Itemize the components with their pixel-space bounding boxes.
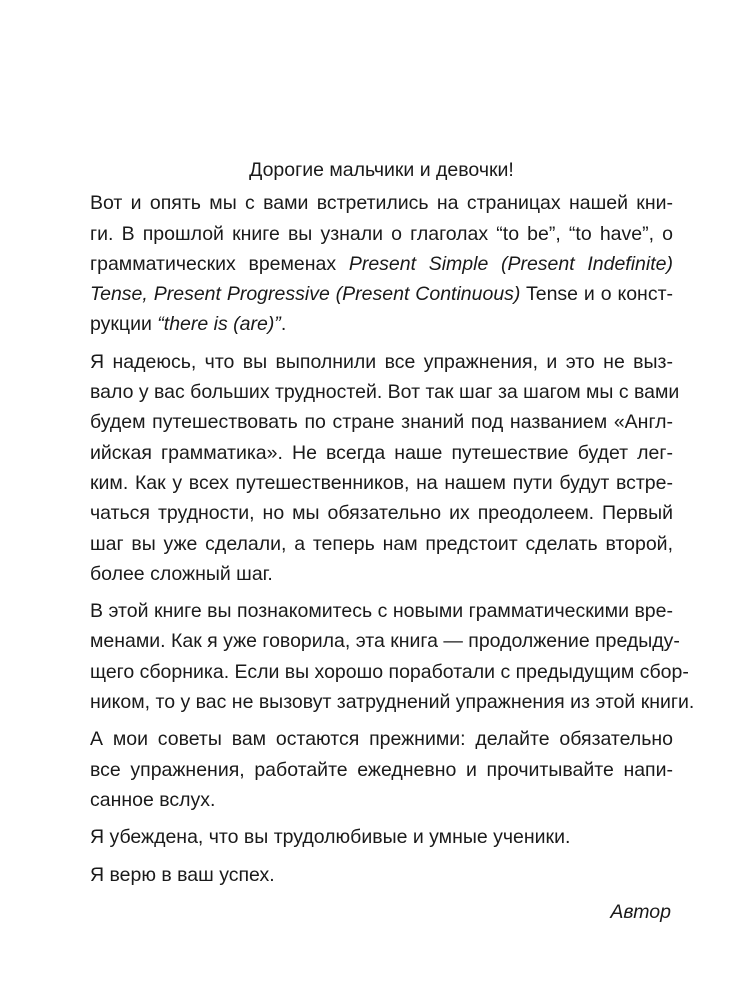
text-line: все упражнения, работайте ежедневно и прочитывайте напи- xyxy=(90,758,673,781)
text-fragment: Tense и о конст- xyxy=(520,283,673,306)
paragraph-2 xyxy=(90,347,680,589)
paragraph-6: Я верю в ваш успех. xyxy=(90,863,275,886)
author-signature: Автор xyxy=(610,900,671,923)
text-line xyxy=(90,279,673,309)
paragraph-5: Я убеждена, что вы трудолюбивые и умные ученики. xyxy=(90,826,571,849)
text-fragment: рукции xyxy=(90,313,158,336)
text-line: ким. Как у всех путешественников, на нашем пути будут встре- xyxy=(90,471,673,494)
text-line: шаг вы уже сделали, а теперь нам предстоит сделать второй, xyxy=(90,532,673,555)
preface-text xyxy=(90,155,695,927)
text-line: менами. Как я уже говорила, эта книга — продолжение предыду- xyxy=(90,630,680,653)
text-line xyxy=(90,309,673,339)
text-line: Вот и опять мы с вами встретились на страницах нашей кни- xyxy=(90,192,673,215)
text-line: ги. В прошлой книге вы узнали о глаголах “to be”, “to have”, о xyxy=(90,222,673,245)
paragraph-1 xyxy=(90,188,673,339)
text-line: Я надеюсь, что вы выполнили все упражнения, и это не выз- xyxy=(90,350,673,373)
text-line: ийская грамматика». Не всегда наше путешествие будет лег- xyxy=(90,441,673,464)
paragraph-3 xyxy=(90,596,695,717)
construction-italic: “there is (are)” xyxy=(157,313,281,336)
text-fragment: . xyxy=(280,313,287,336)
text-line: более сложный шаг. xyxy=(90,562,273,585)
tense-name-italic: Present Simple (Present Indefinite) xyxy=(348,252,673,275)
text-line xyxy=(90,249,673,279)
text-line: будем путешествовать по стране знаний под названием «Англ- xyxy=(90,411,673,434)
text-line: санное вслух. xyxy=(90,788,216,811)
paragraph-4 xyxy=(90,724,673,815)
text-line: ником, то у вас не вызовут затруднений упражнения из этой книги. xyxy=(90,691,695,714)
text-line: щего сборника. Если вы хорошо поработали с предыдущим сбор- xyxy=(90,660,689,683)
tense-name-italic: Tense, Present Progressive (Present Continuous) xyxy=(90,283,521,306)
text-line: А мои советы вам остаются прежними: делайте обязательно xyxy=(90,728,673,751)
text-line: вало у вас больших трудностей. Вот так шаг за шагом мы с вами xyxy=(90,381,680,404)
text-line: В этой книге вы познакомитесь с новыми грамматическими вре- xyxy=(90,600,673,623)
text-fragment: грамматических временах xyxy=(90,252,349,275)
greeting-heading: Дорогие мальчики и девочки! xyxy=(249,159,514,181)
text-line: чаться трудности, но мы обязательно их преодолеем. Первый xyxy=(90,502,673,525)
